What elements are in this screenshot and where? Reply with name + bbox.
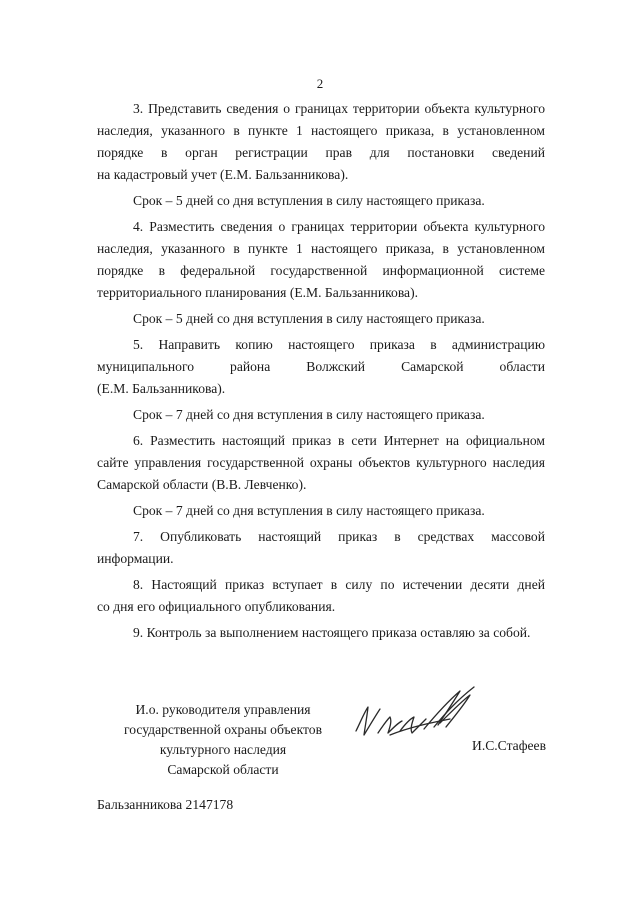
page-number: 2 xyxy=(316,76,324,91)
executor-contact: Бальзанникова 2147178 xyxy=(97,797,234,812)
text-line: 8. Настоящий приказ вступает в силу по истечении десяти дней xyxy=(133,577,545,592)
signer-name: И.С.Стафеев xyxy=(472,738,547,753)
paragraph-item-8 xyxy=(97,574,545,618)
paragraph-item-5 xyxy=(97,334,545,426)
text-line: 6. Разместить настоящий приказ в сети Интернет на официальном xyxy=(133,433,545,448)
deadline-line: Срок – 5 дней со дня вступления в силу настоящего приказа. xyxy=(133,193,485,208)
paragraph-item-9 xyxy=(97,622,545,644)
text-line: 7. Опубликовать настоящий приказ в средствах массовой xyxy=(133,529,545,544)
text-line: 5. Направить копию настоящего приказа в администрацию xyxy=(133,337,545,352)
paragraph-item-3 xyxy=(97,98,545,212)
text-line: 3. Представить сведения о границах территории объекта культурного xyxy=(133,101,545,116)
text-line: Самарской области (В.В. Левченко). xyxy=(97,477,307,492)
document-body xyxy=(97,98,545,644)
text-line: со дня его официального опубликования. xyxy=(97,599,336,614)
text-line: (Е.М. Бальзанникова). xyxy=(97,381,226,396)
position-line: государственной охраны объектов xyxy=(123,722,322,737)
position-line: И.о. руководителя управления xyxy=(135,702,311,717)
handwritten-signature xyxy=(350,683,480,753)
text-line: порядке в федеральной государственной информационной системе xyxy=(97,263,545,278)
paragraph-item-6 xyxy=(97,430,545,522)
deadline-line: Срок – 7 дней со дня вступления в силу настоящего приказа. xyxy=(133,503,485,518)
paragraph-item-4 xyxy=(97,216,545,330)
signatory-position xyxy=(108,700,338,780)
text-line: наследия, указанного в пункте 1 настоящего приказа, в установленном xyxy=(97,241,545,256)
text-line: информации. xyxy=(97,551,174,566)
text-line: территориального планирования (Е.М. Бальзанникова). xyxy=(97,285,419,300)
text-line: 4. Разместить сведения о границах территории объекта культурного xyxy=(133,219,545,234)
text-line: на кадастровый учет (Е.М. Бальзанникова). xyxy=(97,167,349,182)
deadline-line: Срок – 5 дней со дня вступления в силу настоящего приказа. xyxy=(133,311,485,326)
text-line: 9. Контроль за выполнением настоящего приказа оставляю за собой. xyxy=(133,625,531,640)
position-line: Самарской области xyxy=(167,762,279,777)
text-line: порядке в орган регистрации прав для постановки сведений xyxy=(97,145,545,160)
text-line: сайте управления государственной охраны объектов культурного наследия xyxy=(97,455,545,470)
position-line: культурного наследия xyxy=(159,742,287,757)
text-line: муниципального района Волжский Самарской области xyxy=(97,359,545,374)
paragraph-item-7 xyxy=(97,526,545,570)
deadline-line: Срок – 7 дней со дня вступления в силу настоящего приказа. xyxy=(133,407,485,422)
text-line: наследия, указанного в пункте 1 настоящего приказа, в установленном xyxy=(97,123,545,138)
